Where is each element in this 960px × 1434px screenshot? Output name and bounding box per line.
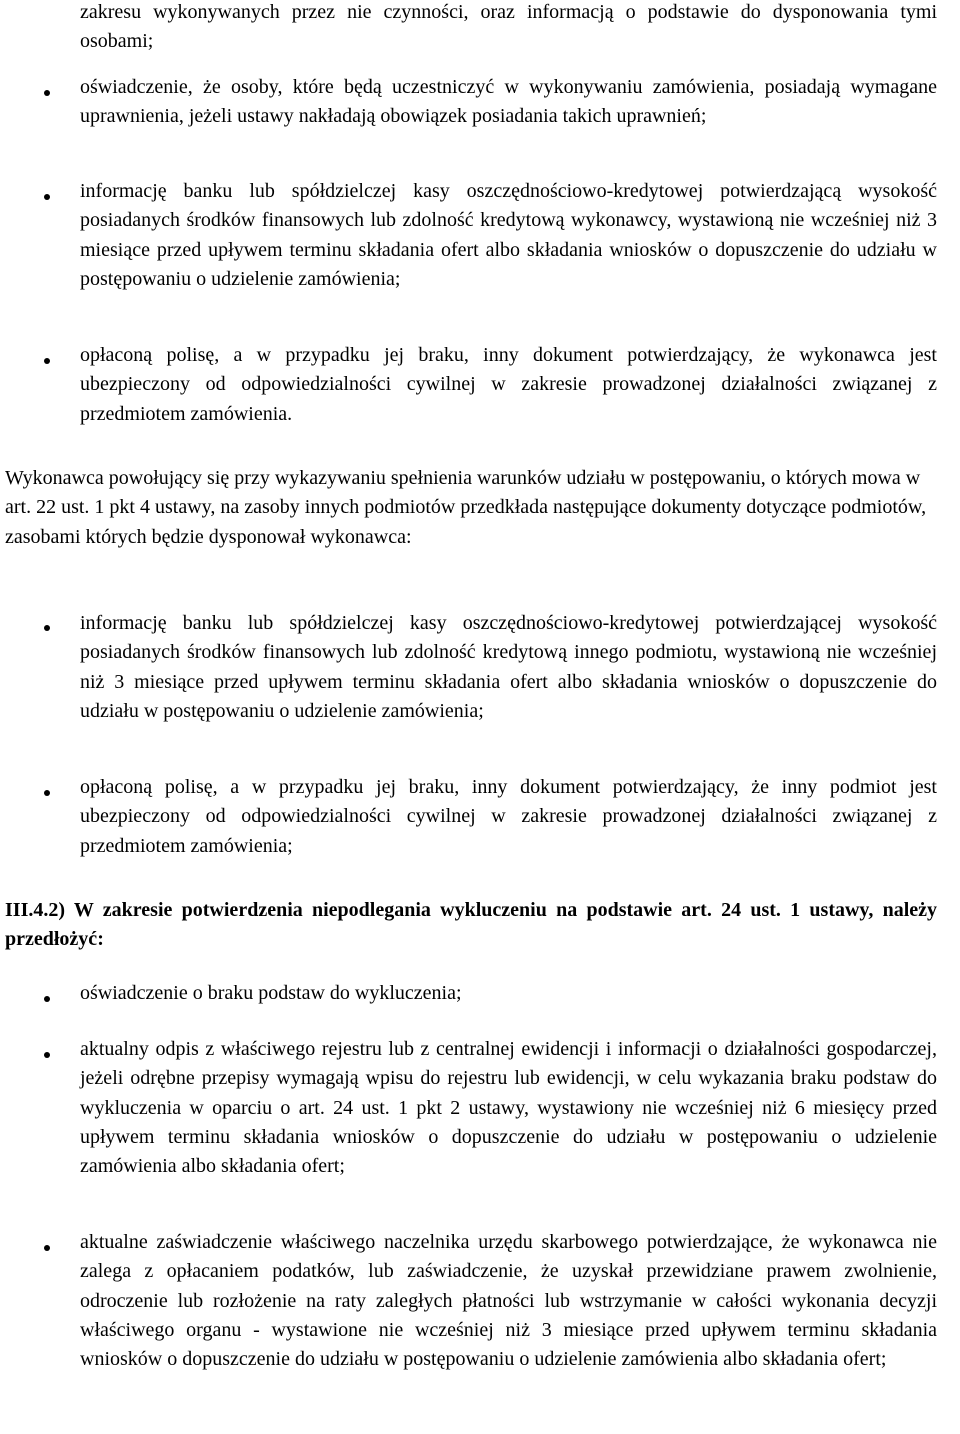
bullet-icon	[44, 194, 50, 200]
list-item: aktualne zaświadczenie właściwego naczelnika urzędu skarbowego potwierdzające, że wykonawca nie zalega z opłacaniem podatków, lub zaświadczenie, że uzyskał przewidziane prawem zwolnienie, odroczenie lub rozłożenie na raty zaległych płatności lub wstrzymanie w całości wykonania decyzji właściwego organu - wystawione nie wcześniej niż 3 miesiące przed upływem terminu składania wniosków o dopuszczenie do udziału w postępowaniu o udzielenie zamówienia albo składania ofert;	[80, 1231, 937, 1371]
bullet-icon	[44, 625, 50, 631]
lead-fragment: zakresu wykonywanych przez nie czynności, oraz informacją o podstawie do dysponowania tymi osobami;	[80, 1, 937, 53]
bullet-icon	[44, 996, 50, 1002]
list-item: informację banku lub spółdzielczej kasy oszczędnościowo-kredytowej potwierdzającą wysokość posiadanych środków finansowych lub zdolność kredytową wykonawcy, wystawioną nie wcześniej niż 3 miesiące przed upływem terminu składania ofert albo składania wniosków o dopuszczenie do udziału w postępowaniu o udzielenie zamówienia;	[80, 180, 937, 290]
list-item: informację banku lub spółdzielczej kasy oszczędnościowo-kredytowej potwierdzającej wysokość posiadanych środków finansowych lub zdolność kredytową innego podmiotu, wystawioną nie wcześniej niż 3 miesiące przed upływem terminu składania ofert albo składania wniosków o dopuszczenie do udziału w postępowaniu o udzielenie zamówienia;	[80, 612, 937, 722]
bullet-icon	[44, 90, 50, 96]
list-item: aktualny odpis z właściwego rejestru lub z centralnej ewidencji i informacji o działalności gospodarczej, jeżeli odrębne przepisy wymagają wpisu do rejestru lub ewidencji, w celu wykazania braku podstaw do wykluczenia w oparciu o art. 24 ust. 1 pkt 2 ustawy, wystawiony nie wcześniej niż 6 miesięcy przed upływem terminu składania wniosków o dopuszczenie do udziału w postępowaniu o udzielenie zamówienia albo składania ofert;	[80, 1038, 937, 1178]
bullet-icon	[44, 1245, 50, 1251]
section-heading: III.4.2) W zakresie potwierdzenia niepodlegania wykluczeniu na podstawie art. 24 ust. 1 ustawy, należy przedłożyć:	[5, 899, 937, 951]
list-item: oświadczenie o braku podstaw do wykluczenia;	[80, 982, 462, 1004]
list-item: opłaconą polisę, a w przypadku jej braku, inny dokument potwierdzający, że wykonawca jest ubezpieczony od odpowiedzialności cywilnej w zakresie prowadzonej działalności związanej z przedmiotem zamówienia.	[80, 344, 937, 425]
list-item: oświadczenie, że osoby, które będą uczestniczyć w wykonywaniu zamówienia, posiadają wymagane uprawnienia, jeżeli ustawy nakładają obowiązek posiadania takich uprawnień;	[80, 76, 937, 128]
bullet-icon	[44, 358, 50, 364]
body-paragraph: Wykonawca powołujący się przy wykazywaniu spełnienia warunków udziału w postępowaniu, o których mowa w art. 22 ust. 1 pkt 4 ustawy, na zasoby innych podmiotów przedkłada następujące dokumenty dotyczące podmiotów, zasobami których będzie dysponował wykonawca:	[5, 467, 927, 548]
list-item: opłaconą polisę, a w przypadku jej braku, inny dokument potwierdzający, że inny podmiot jest ubezpieczony od odpowiedzialności cywilnej w zakresie prowadzonej działalności związanej z przedmiotem zamówienia;	[80, 776, 937, 857]
bullet-icon	[44, 790, 50, 796]
bullet-icon	[44, 1052, 50, 1058]
